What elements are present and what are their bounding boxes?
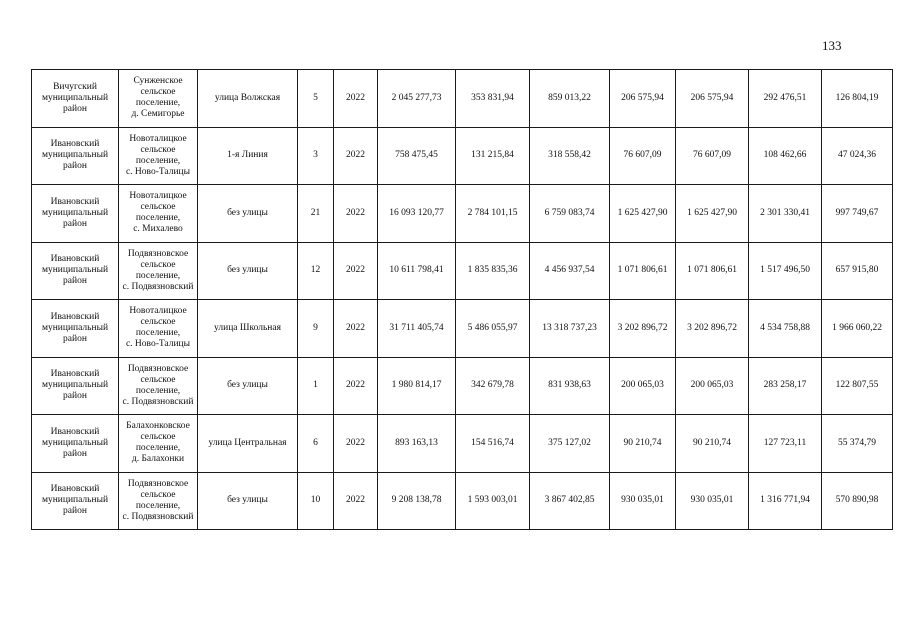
value-cell-6: 122 807,55 — [822, 357, 893, 415]
table-row — [32, 415, 893, 473]
value-cell-5: 1 316 771,94 — [749, 472, 822, 530]
total-cost-cell: 1 980 814,17 — [378, 357, 456, 415]
year-cell: 2022 — [334, 70, 378, 128]
total-cost-cell: 16 093 120,77 — [378, 185, 456, 243]
value-cell-1: 342 679,78 — [456, 357, 530, 415]
year-cell: 2022 — [334, 185, 378, 243]
district-cell: Ивановский муниципальный район — [32, 185, 119, 243]
value-cell-2: 318 558,42 — [530, 127, 610, 185]
house-number-cell: 12 — [298, 242, 334, 300]
settlement-cell: Подвязновское сельское поселение, с. Подвязновский — [119, 242, 198, 300]
value-cell-3: 90 210,74 — [610, 415, 676, 473]
year-cell: 2022 — [334, 300, 378, 358]
value-cell-3: 206 575,94 — [610, 70, 676, 128]
total-cost-cell: 9 208 138,78 — [378, 472, 456, 530]
street-cell: улица Центральная — [198, 415, 298, 473]
value-cell-2: 6 759 083,74 — [530, 185, 610, 243]
total-cost-cell: 758 475,45 — [378, 127, 456, 185]
value-cell-2: 4 456 937,54 — [530, 242, 610, 300]
settlement-cell: Подвязновское сельское поселение, с. Подвязновский — [119, 357, 198, 415]
value-cell-6: 997 749,67 — [822, 185, 893, 243]
settlement-cell: Сунженское сельское поселение, д. Семигорье — [119, 70, 198, 128]
value-cell-4: 76 607,09 — [676, 127, 749, 185]
district-cell: Вичугский муниципальный район — [32, 70, 119, 128]
value-cell-5: 1 517 496,50 — [749, 242, 822, 300]
street-cell: без улицы — [198, 357, 298, 415]
value-cell-5: 127 723,11 — [749, 415, 822, 473]
total-cost-cell: 893 163,13 — [378, 415, 456, 473]
table-row — [32, 357, 893, 415]
value-cell-1: 1 593 003,01 — [456, 472, 530, 530]
value-cell-2: 831 938,63 — [530, 357, 610, 415]
value-cell-5: 292 476,51 — [749, 70, 822, 128]
value-cell-3: 76 607,09 — [610, 127, 676, 185]
value-cell-4: 1 625 427,90 — [676, 185, 749, 243]
district-cell: Ивановский муниципальный район — [32, 300, 119, 358]
value-cell-1: 2 784 101,15 — [456, 185, 530, 243]
value-cell-1: 154 516,74 — [456, 415, 530, 473]
total-cost-cell: 2 045 277,73 — [378, 70, 456, 128]
street-cell: улица Школьная — [198, 300, 298, 358]
year-cell: 2022 — [334, 357, 378, 415]
value-cell-5: 283 258,17 — [749, 357, 822, 415]
settlement-cell: Новоталицкое сельское поселение, с. Михалево — [119, 185, 198, 243]
district-cell: Ивановский муниципальный район — [32, 415, 119, 473]
value-cell-1: 353 831,94 — [456, 70, 530, 128]
year-cell: 2022 — [334, 472, 378, 530]
table-row — [32, 70, 893, 128]
value-cell-4: 930 035,01 — [676, 472, 749, 530]
value-cell-4: 200 065,03 — [676, 357, 749, 415]
value-cell-5: 4 534 758,88 — [749, 300, 822, 358]
street-cell: без улицы — [198, 242, 298, 300]
table-row — [32, 472, 893, 530]
data-table — [31, 69, 893, 530]
value-cell-5: 2 301 330,41 — [749, 185, 822, 243]
value-cell-3: 1 625 427,90 — [610, 185, 676, 243]
total-cost-cell: 10 611 798,41 — [378, 242, 456, 300]
house-number-cell: 10 — [298, 472, 334, 530]
value-cell-4: 90 210,74 — [676, 415, 749, 473]
settlement-cell: Подвязновское сельское поселение, с. Подвязновский — [119, 472, 198, 530]
street-cell: улица Волжская — [198, 70, 298, 128]
value-cell-2: 375 127,02 — [530, 415, 610, 473]
house-number-cell: 9 — [298, 300, 334, 358]
value-cell-3: 930 035,01 — [610, 472, 676, 530]
value-cell-6: 126 804,19 — [822, 70, 893, 128]
value-cell-2: 859 013,22 — [530, 70, 610, 128]
house-number-cell: 21 — [298, 185, 334, 243]
value-cell-6: 570 890,98 — [822, 472, 893, 530]
value-cell-6: 55 374,79 — [822, 415, 893, 473]
house-number-cell: 3 — [298, 127, 334, 185]
page-number: 133 — [822, 38, 842, 53]
table-row — [32, 127, 893, 185]
value-cell-6: 1 966 060,22 — [822, 300, 893, 358]
value-cell-1: 1 835 835,36 — [456, 242, 530, 300]
total-cost-cell: 31 711 405,74 — [378, 300, 456, 358]
district-cell: Ивановский муниципальный район — [32, 472, 119, 530]
settlement-cell: Балахонковское сельское поселение, д. Балахонки — [119, 415, 198, 473]
house-number-cell: 6 — [298, 415, 334, 473]
value-cell-6: 657 915,80 — [822, 242, 893, 300]
district-cell: Ивановский муниципальный район — [32, 242, 119, 300]
value-cell-3: 1 071 806,61 — [610, 242, 676, 300]
value-cell-2: 13 318 737,23 — [530, 300, 610, 358]
street-cell: 1-я Линия — [198, 127, 298, 185]
value-cell-4: 1 071 806,61 — [676, 242, 749, 300]
value-cell-1: 131 215,84 — [456, 127, 530, 185]
value-cell-4: 206 575,94 — [676, 70, 749, 128]
table-body — [32, 70, 893, 530]
value-cell-6: 47 024,36 — [822, 127, 893, 185]
value-cell-5: 108 462,66 — [749, 127, 822, 185]
year-cell: 2022 — [334, 242, 378, 300]
settlement-cell: Новоталицкое сельское поселение, с. Ново-Талицы — [119, 300, 198, 358]
house-number-cell: 1 — [298, 357, 334, 415]
value-cell-4: 3 202 896,72 — [676, 300, 749, 358]
value-cell-3: 200 065,03 — [610, 357, 676, 415]
table-row — [32, 185, 893, 243]
value-cell-3: 3 202 896,72 — [610, 300, 676, 358]
district-cell: Ивановский муниципальный район — [32, 357, 119, 415]
year-cell: 2022 — [334, 415, 378, 473]
street-cell: без улицы — [198, 472, 298, 530]
value-cell-2: 3 867 402,85 — [530, 472, 610, 530]
district-cell: Ивановский муниципальный район — [32, 127, 119, 185]
street-cell: без улицы — [198, 185, 298, 243]
table-row — [32, 300, 893, 358]
value-cell-1: 5 486 055,97 — [456, 300, 530, 358]
settlement-cell: Новоталицкое сельское поселение, с. Ново-Талицы — [119, 127, 198, 185]
house-number-cell: 5 — [298, 70, 334, 128]
table-row — [32, 242, 893, 300]
year-cell: 2022 — [334, 127, 378, 185]
